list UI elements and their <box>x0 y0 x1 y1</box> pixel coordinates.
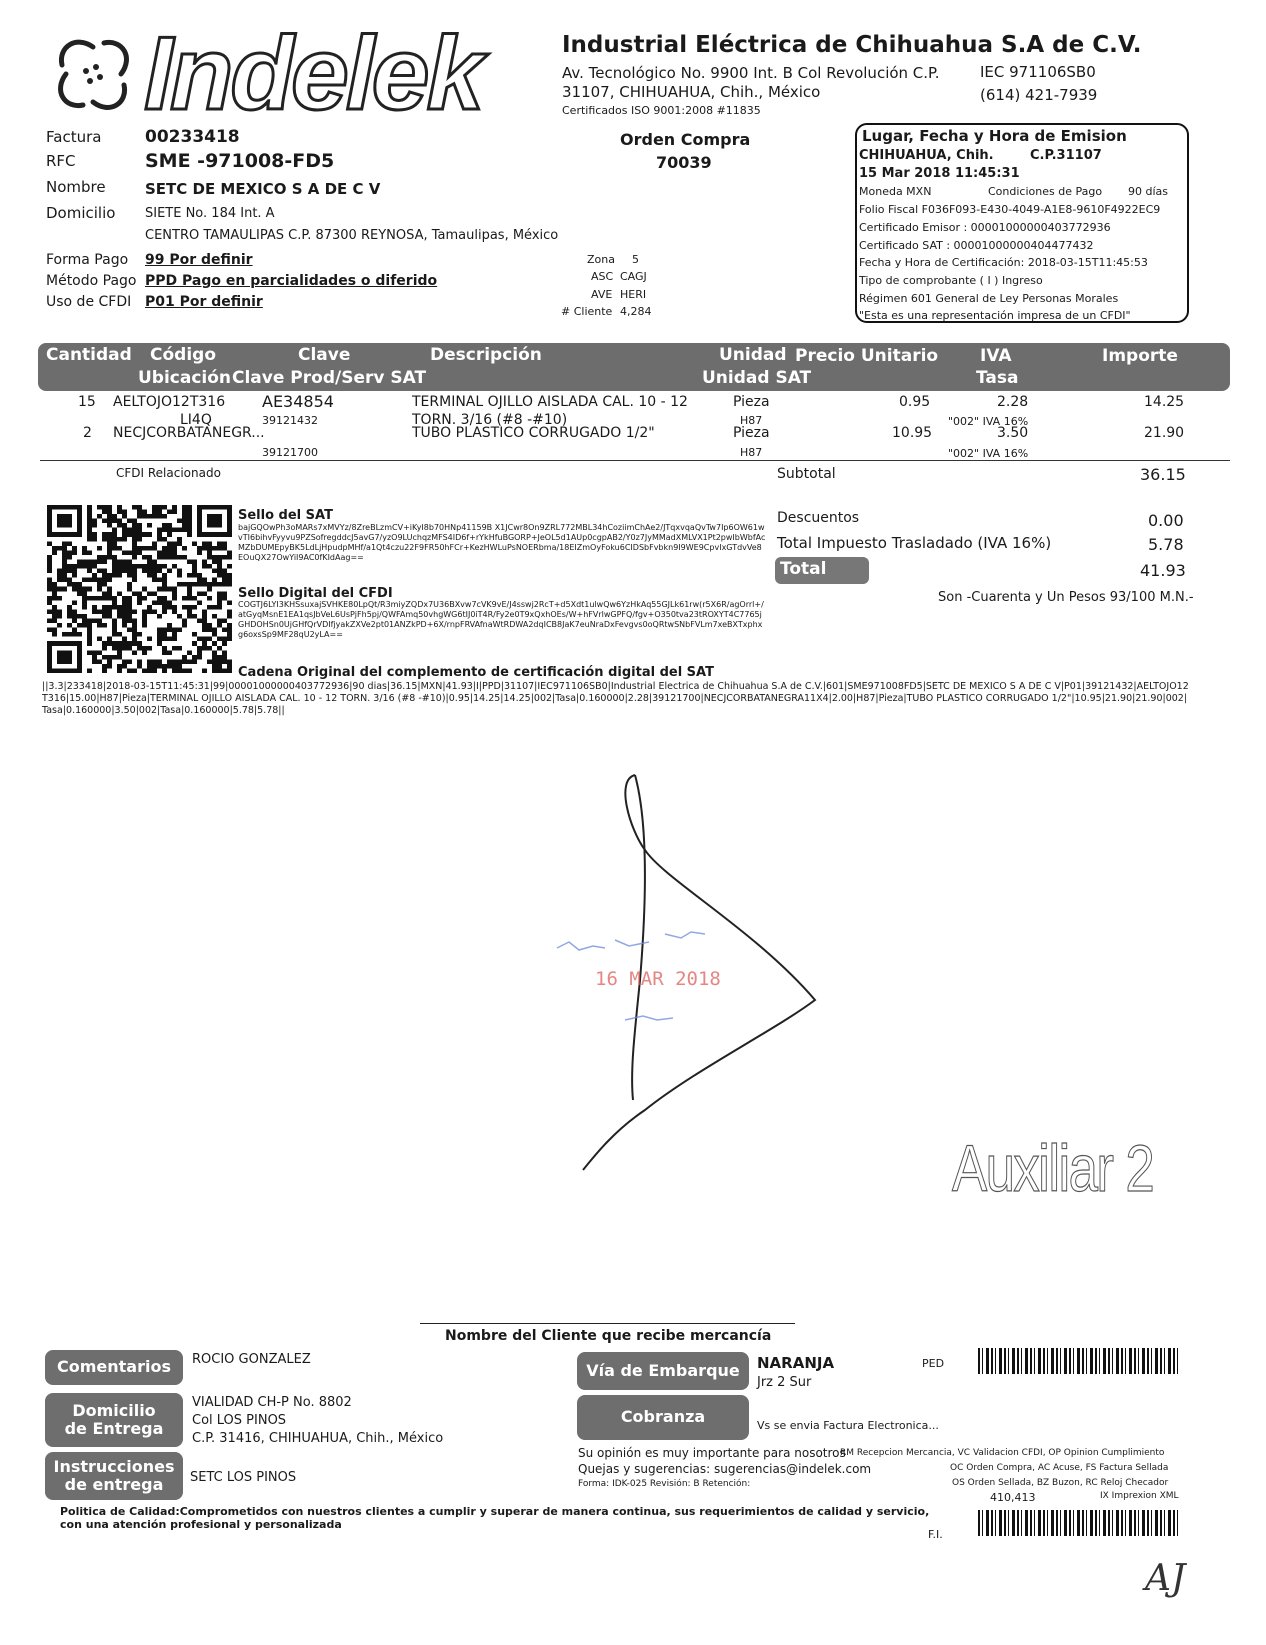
row-iva: 2.28 <box>997 394 1029 410</box>
items-table-header <box>38 343 1230 391</box>
emision-cert-emisor: Certificado Emisor : 00001000000403772936 <box>859 221 1111 234</box>
company-phone: (614) 421-7939 <box>980 86 1098 104</box>
sello-cfdi-title: Sello Digital del CFDI <box>238 586 393 601</box>
company-address-2: 31107, CHIHUAHUA, Chih., México <box>562 83 821 101</box>
emision-title: Lugar, Fecha y Hora de Emision <box>862 127 1127 145</box>
row-importe: 21.90 <box>1144 425 1185 441</box>
cobranza-label: Cobranza <box>577 1395 749 1440</box>
orden-compra-label: Orden Compra <box>620 130 751 149</box>
uso-cfdi-value: P01 Por definir <box>145 294 263 310</box>
qr-code <box>47 505 232 673</box>
row-ubicacion: LI4Q <box>180 412 212 428</box>
emision-fecha-cert: Fecha y Hora de Certificación: 2018-03-15T11:45:53 <box>859 256 1148 269</box>
legend-1: RM Recepcion Mercancia, VC Validacion CFDI, OP Opinion Cumplimiento <box>840 1448 1165 1458</box>
descuentos-value: 0.00 <box>1148 511 1184 530</box>
forma-pago-value: 99 Por definir <box>145 252 253 268</box>
received-stamp <box>555 920 725 1040</box>
table-bottom-rule <box>40 460 1230 461</box>
instrucciones-label: Instrucciones de entrega <box>45 1452 183 1500</box>
via-embarque-label: Vía de Embarque <box>577 1352 749 1390</box>
sello-sat-title: Sello del SAT <box>238 508 333 523</box>
legend-4: IX Imprexion XML <box>1100 1491 1179 1501</box>
initials: AJ <box>1145 1558 1186 1599</box>
row-precio: 10.95 <box>892 425 933 441</box>
emision-cp: C.P.31107 <box>1030 148 1102 163</box>
row-unidad-sat: H87 <box>740 446 763 459</box>
company-name: Industrial Eléctrica de Chihuahua S.A de C.V. <box>562 32 1142 58</box>
emision-cert-sat: Certificado SAT : 00001000000404477432 <box>859 239 1094 252</box>
row-cantidad: 2 <box>83 425 92 441</box>
factura-label: Factura <box>46 128 102 146</box>
total-value: 41.93 <box>1140 561 1186 580</box>
row-importe: 14.25 <box>1144 394 1185 410</box>
header-clave-prod: Clave Prod/Serv SAT <box>232 368 427 388</box>
row-unidad: Pieza <box>733 425 770 441</box>
total-en-letra: Son -Cuarenta y Un Pesos 93/100 M.N.- <box>938 590 1194 605</box>
opinion-text: Su opinión es muy importante para nosotros <box>578 1446 846 1460</box>
row-clave: AE34854 <box>262 392 334 411</box>
comentarios-value: ROCIO GONZALEZ <box>192 1352 311 1367</box>
via-embarque-detail: Jrz 2 Sur <box>757 1375 812 1390</box>
header-ubicacion: Ubicación <box>138 368 232 388</box>
row-iva: 3.50 <box>997 425 1029 441</box>
company-logo <box>46 16 496 132</box>
emision-fecha: 15 Mar 2018 11:45:31 <box>859 166 1020 181</box>
total-label: Total <box>780 559 827 579</box>
domicilio-entrega-2: Col LOS PINOS <box>192 1413 287 1428</box>
comentarios-label: Comentarios <box>45 1350 183 1385</box>
emision-tipo: Tipo de comprobante ( I ) Ingreso <box>859 274 1043 287</box>
header-codigo: Código <box>150 345 216 365</box>
via-embarque-value: NARANJA <box>757 1354 835 1372</box>
row-desc-1: TERMINAL OJILLO AISLADA CAL. 10 - 12 <box>412 394 688 410</box>
header-cantidad: Cantidad <box>46 345 132 365</box>
domicilio-line-2: CENTRO TAMAULIPAS C.P. 87300 REYNOSA, Tamaulipas, México <box>145 228 559 243</box>
asc-label: ASC <box>591 270 614 283</box>
header-tasa: Tasa <box>976 368 1019 388</box>
sello-cfdi-text: COGTJ6LYI3KHSsuxajSVHKE80LpQt/R3miyZQDx7U36BXvw7cVK9vE/J4sswj2RcT+d5Xdt1ulwQw6YzHkAq55GJLk61rw(r5X6R/agOrrl+/atGyqMsnE1EA1qsJbVeL6UsPjFh5pj/QWFAmq50vhgWG6tIJ0iT4R/Fy2e0T9xQxhOEs/W+hFVrlwGPFQ/fgv+O350tva23tROXYT4C7765jGHDOHSn0UjGHfQrVDIfjyakZXVe2pt01ANZkPD+6X/rnpFRVAfnaWtRDWA2dqICB8JaK7euNraDxFevgvs0oQRtwSNbFVLm7xeBXTxphxg6oxsSp9MF28qU2yLA== <box>238 600 764 639</box>
ave-label: AVE <box>591 288 613 301</box>
forma-pago-label: Forma Pago <box>46 252 129 268</box>
cadena-title: Cadena Original del complemento de certificación digital del SAT <box>238 665 714 680</box>
header-unidad: Unidad <box>719 345 787 365</box>
header-importe: Importe <box>1102 346 1178 366</box>
logo-wordmark: Indelek <box>144 16 482 132</box>
company-certification: Certificados ISO 9001:2008 #11835 <box>562 104 761 117</box>
emision-regimen: Régimen 601 General de Ley Personas Morales <box>859 292 1119 305</box>
forma-text: Forma: IDK-025 Revisión: B Retención: <box>578 1479 751 1489</box>
cliente-recibe-label: Nombre del Cliente que recibe mercancía <box>445 1328 772 1344</box>
row-clave-sat: 39121700 <box>262 446 318 459</box>
code-value: 410,413 <box>990 1491 1036 1504</box>
domicilio-entrega-3: C.P. 31416, CHIHUAHUA, Chih., México <box>192 1431 444 1446</box>
zona-label: Zona <box>587 253 615 266</box>
quejas-text: Quejas y sugerencias: sugerencias@indelek.com <box>578 1462 872 1476</box>
emision-moneda: Moneda MXN <box>859 185 932 198</box>
swirl-icon <box>46 27 141 122</box>
rfc-label: RFC <box>46 152 76 170</box>
cfdi-relacionado: CFDI Relacionado <box>116 466 221 480</box>
cliente-label: # Cliente <box>561 305 613 318</box>
emision-dias: 90 días <box>1128 185 1169 198</box>
company-address-1: Av. Tecnológico No. 9900 Int. B Col Revolución C.P. <box>562 64 940 82</box>
fi-label: F.I. <box>928 1528 943 1541</box>
rfc-value: SME -971008-FD5 <box>145 150 335 172</box>
row-cantidad: 15 <box>78 394 96 410</box>
company-rfc: IEC 971106SB0 <box>980 63 1096 81</box>
header-iva: IVA <box>980 346 1012 366</box>
row-tasa: "002" IVA 16% <box>948 447 1029 460</box>
legend-3: OS Orden Sellada, BZ Buzon, RC Reloj Checador <box>952 1478 1169 1488</box>
row-unidad: Pieza <box>733 394 770 410</box>
zona-value: 5 <box>632 253 639 266</box>
auxiliar-note: Auxiliar 2 <box>952 1131 1154 1205</box>
orden-compra-value: 70039 <box>656 153 712 172</box>
emision-folio: Folio Fiscal F036F093-E430-4049-A1E8-9610F4922EC9 <box>859 203 1161 216</box>
legend-2: OC Orden Compra, AC Acuse, FS Factura Sellada <box>950 1463 1169 1473</box>
cliente-value: 4,284 <box>620 305 652 318</box>
signature-line <box>420 1323 795 1324</box>
sello-sat-text: bajGQOwPh3oMARs7xMVYz/8ZreBLzmCV+iKyI8b70HNp41159B X1JCwr8On9ZRL772MBL34hCoziimChAe2/JTqxvqaQvTw7Ip6OW61wvTI6bihvFyyvu9PZSofregddcJ5avG7/yzO9LUchqzMFS4ID6f+rYkHfuBGORP+JeOL5d1AUp0cgpAB2/Y0z7JyMMadXMLVX1Pt2pwIbWbfAcMZbDUMEpyBK5LdLjHpudpMHf/a1Qt4czu22F9FR50hFCr+KezHWLuPsNOERbma/18EIZmOyFoku6CIDSbFvbkn9I9WE9CpvIxGTdvVe8EOuQX27OwYiI9AC0fKIdAag== <box>238 523 766 562</box>
row-unidad-sat: H87 <box>740 414 763 427</box>
emision-condiciones: Condiciones de Pago <box>988 185 1103 198</box>
domicilio-line-1: SIETE No. 184 Int. A <box>145 206 275 221</box>
row-desc-1: TUBO PLASTICO CORRUGADO 1/2" <box>412 425 655 441</box>
row-clave-sat: 39121432 <box>262 414 318 427</box>
emision-representacion: "Esta es una representación impresa de un CFDI" <box>859 309 1131 322</box>
cadena-text: ||3.3|233418|2018-03-15T11:45:31|99|00001000000403772936|90 dias|36.15|MXN|41.93|I|PPD|31107|IEC971106SB0|Industrial Electrica de Chihuahua S.A de C.V.|601|SME971008FD5|SETC DE MEXICO S A DE C V|P01|39121432|AELTOJO12T316|15.00|H87|Pieza|TERMINAL OJILLO AISLADA CAL. 10 - 12 TORN. 3/16 (#8 -#10)|0.95|14.25|14.25|002|Tasa|0.160000|2.28|39121700|NECJCORBATANEGRA11X4|2.00|H87|Pieza|TUBO PLASTICO CORRUGADO 1/2"|10.95|21.90|21.90|002|Tasa|0.160000|3.50|002|Tasa|0.160000|5.78|5.78|| <box>42 681 1189 716</box>
row-precio: 0.95 <box>899 394 931 410</box>
impuesto-label: Total Impuesto Trasladado (IVA 16%) <box>777 534 1052 552</box>
row-codigo: NECJCORBATANEGR... <box>113 425 265 441</box>
impuesto-value: 5.78 <box>1148 535 1184 554</box>
metodo-pago-label: Método Pago <box>46 273 137 289</box>
politica-line-1: Politica de Calidad:Comprometidos con nuestros clientes a cumplir y superar de manera continua, sus requerimientos de calidad y servicio, <box>60 1505 930 1518</box>
metodo-pago-value: PPD Pago en parcialidades o diferido <box>145 273 438 289</box>
subtotal-value: 36.15 <box>1140 465 1186 484</box>
emision-lugar: CHIHUAHUA, Chih. <box>859 148 994 163</box>
nombre-label: Nombre <box>46 178 106 196</box>
barcode-bottom <box>978 1510 1178 1536</box>
row-desc-2: TORN. 3/16 (#8 -#10) <box>412 412 568 428</box>
barcode-top <box>978 1348 1178 1374</box>
header-clave: Clave <box>298 345 351 365</box>
header-precio: Precio Unitario <box>795 346 939 366</box>
factura-number: 00233418 <box>145 127 240 147</box>
politica-line-2: con una atención profesional y personalizada <box>60 1518 342 1531</box>
header-unidad-sat: Unidad SAT <box>702 368 812 388</box>
cobranza-value: Vs se envia Factura Electronica... <box>757 1419 939 1432</box>
domicilio-entrega-1: VIALIDAD CH-P No. 8802 <box>192 1395 352 1410</box>
instrucciones-value: SETC LOS PINOS <box>190 1470 297 1485</box>
subtotal-label: Subtotal <box>777 466 836 482</box>
ped-label: PED <box>922 1357 945 1370</box>
nombre-value: SETC DE MEXICO S A DE C V <box>145 180 381 198</box>
descuentos-label: Descuentos <box>777 510 860 526</box>
asc-value: CAGJ <box>620 270 647 283</box>
row-tasa: "002" IVA 16% <box>948 415 1029 428</box>
uso-cfdi-label: Uso de CFDI <box>46 294 132 310</box>
stamp-date: 16 MAR 2018 <box>595 968 721 990</box>
ave-value: HERI <box>620 288 647 301</box>
domicilio-entrega-label: Domicilio de Entrega <box>45 1393 183 1447</box>
header-descripcion: Descripción <box>430 345 542 365</box>
domicilio-label: Domicilio <box>46 204 116 222</box>
row-codigo: AELTOJO12T316 <box>113 394 226 410</box>
